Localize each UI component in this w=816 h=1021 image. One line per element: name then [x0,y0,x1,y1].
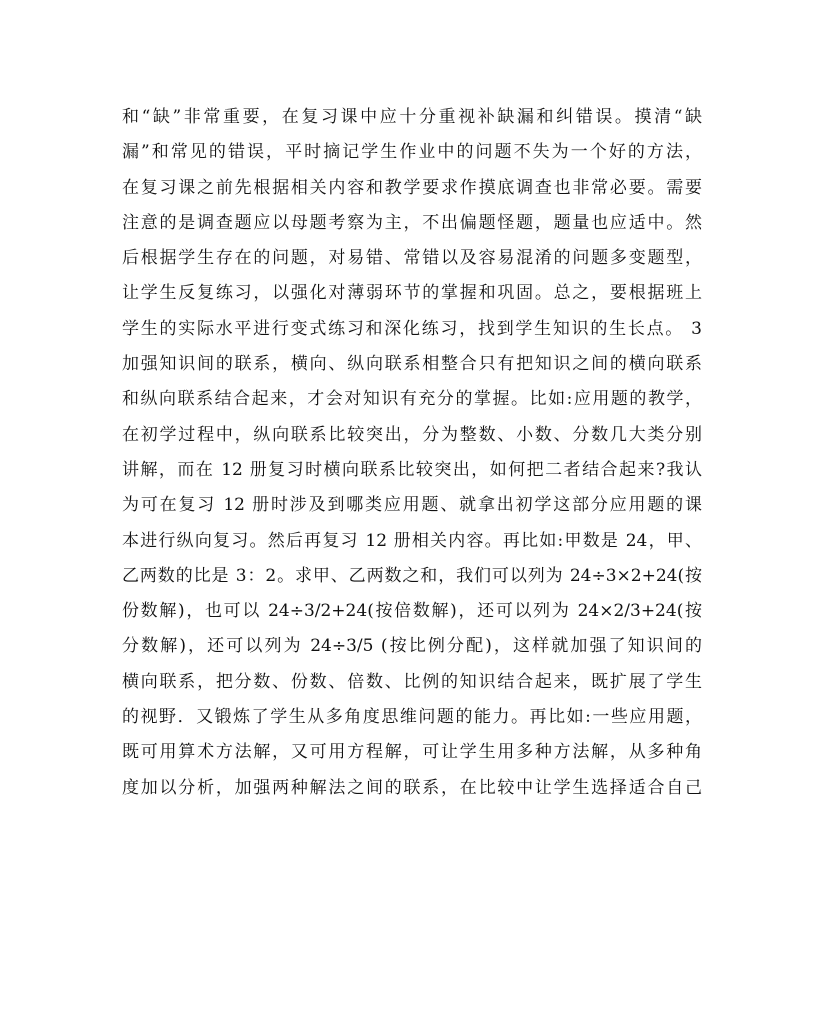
text-line: 的视野．又锻炼了学生从多角度思维问题的能力。再比如:一些应用题， [122,707,702,728]
text-line: 在复习课之前先根据相关内容和教学要求作摸底调查也非常必要。需要 [122,177,702,198]
text-line: 和“缺”非常重要，在复习课中应十分重视补缺漏和纠错误。摸清“缺 [122,107,702,127]
text-line: 讲解，而在 12 册复习时横向联系比较突出，如何把二者结合起来?我认 [122,459,702,480]
text-line: 让学生反复练习，以强化对薄弱环节的掌握和巩固。总之，要根据班上 [122,283,702,304]
text-line: 份数解)，也可以 24÷3/2+24(按倍数解)，还可以列为 24×2/3+24(按 [122,601,702,622]
text-line: 后根据学生存在的问题，对易错、常错以及容易混淆的问题多变题型， [122,248,702,269]
body-text [122,100,702,806]
text-line: 既可用算术方法解，又可用方程解，可让学生用多种方法解，从多种角 [122,742,702,763]
text-line: 横向联系，把分数、份数、倍数、比例的知识结合起来，既扩展了学生 [122,671,702,692]
text-line: 学生的实际水平进行变式练习和深化练习，找到学生知识的生长点。 3 [122,318,702,339]
text-line: 为可在复习 12 册时涉及到哪类应用题、就拿出初学这部分应用题的课 [122,495,702,516]
text-line: 在初学过程中，纵向联系比较突出，分为整数、小数、分数几大类分别 [122,424,702,445]
text-line: 乙两数的比是 3：2。求甲、乙两数之和，我们可以列为 24÷3×2+24(按 [122,565,702,586]
text-line: 注意的是调查题应以母题考察为主，不出偏题怪题，题量也应适中。然 [122,212,702,233]
text-line: 度加以分析，加强两种解法之间的联系，在比较中让学生选择适合自己 [122,777,702,798]
text-line: 加强知识间的联系，横向、纵向联系相整合只有把知识之间的横向联系 [122,354,702,375]
text-line: 本进行纵向复习。然后再复习 12 册相关内容。再比如:甲数是 24，甲、 [122,530,702,551]
text-line: 漏”和常见的错误，平时摘记学生作业中的问题不失为一个好的方法， [122,142,702,163]
text-line: 和纵向联系结合起来，才会对知识有充分的掌握。比如:应用题的教学， [122,389,702,410]
text-line: 分数解)，还可以列为 24÷3/5 (按比例分配)，这样就加强了知识间的 [122,636,702,657]
